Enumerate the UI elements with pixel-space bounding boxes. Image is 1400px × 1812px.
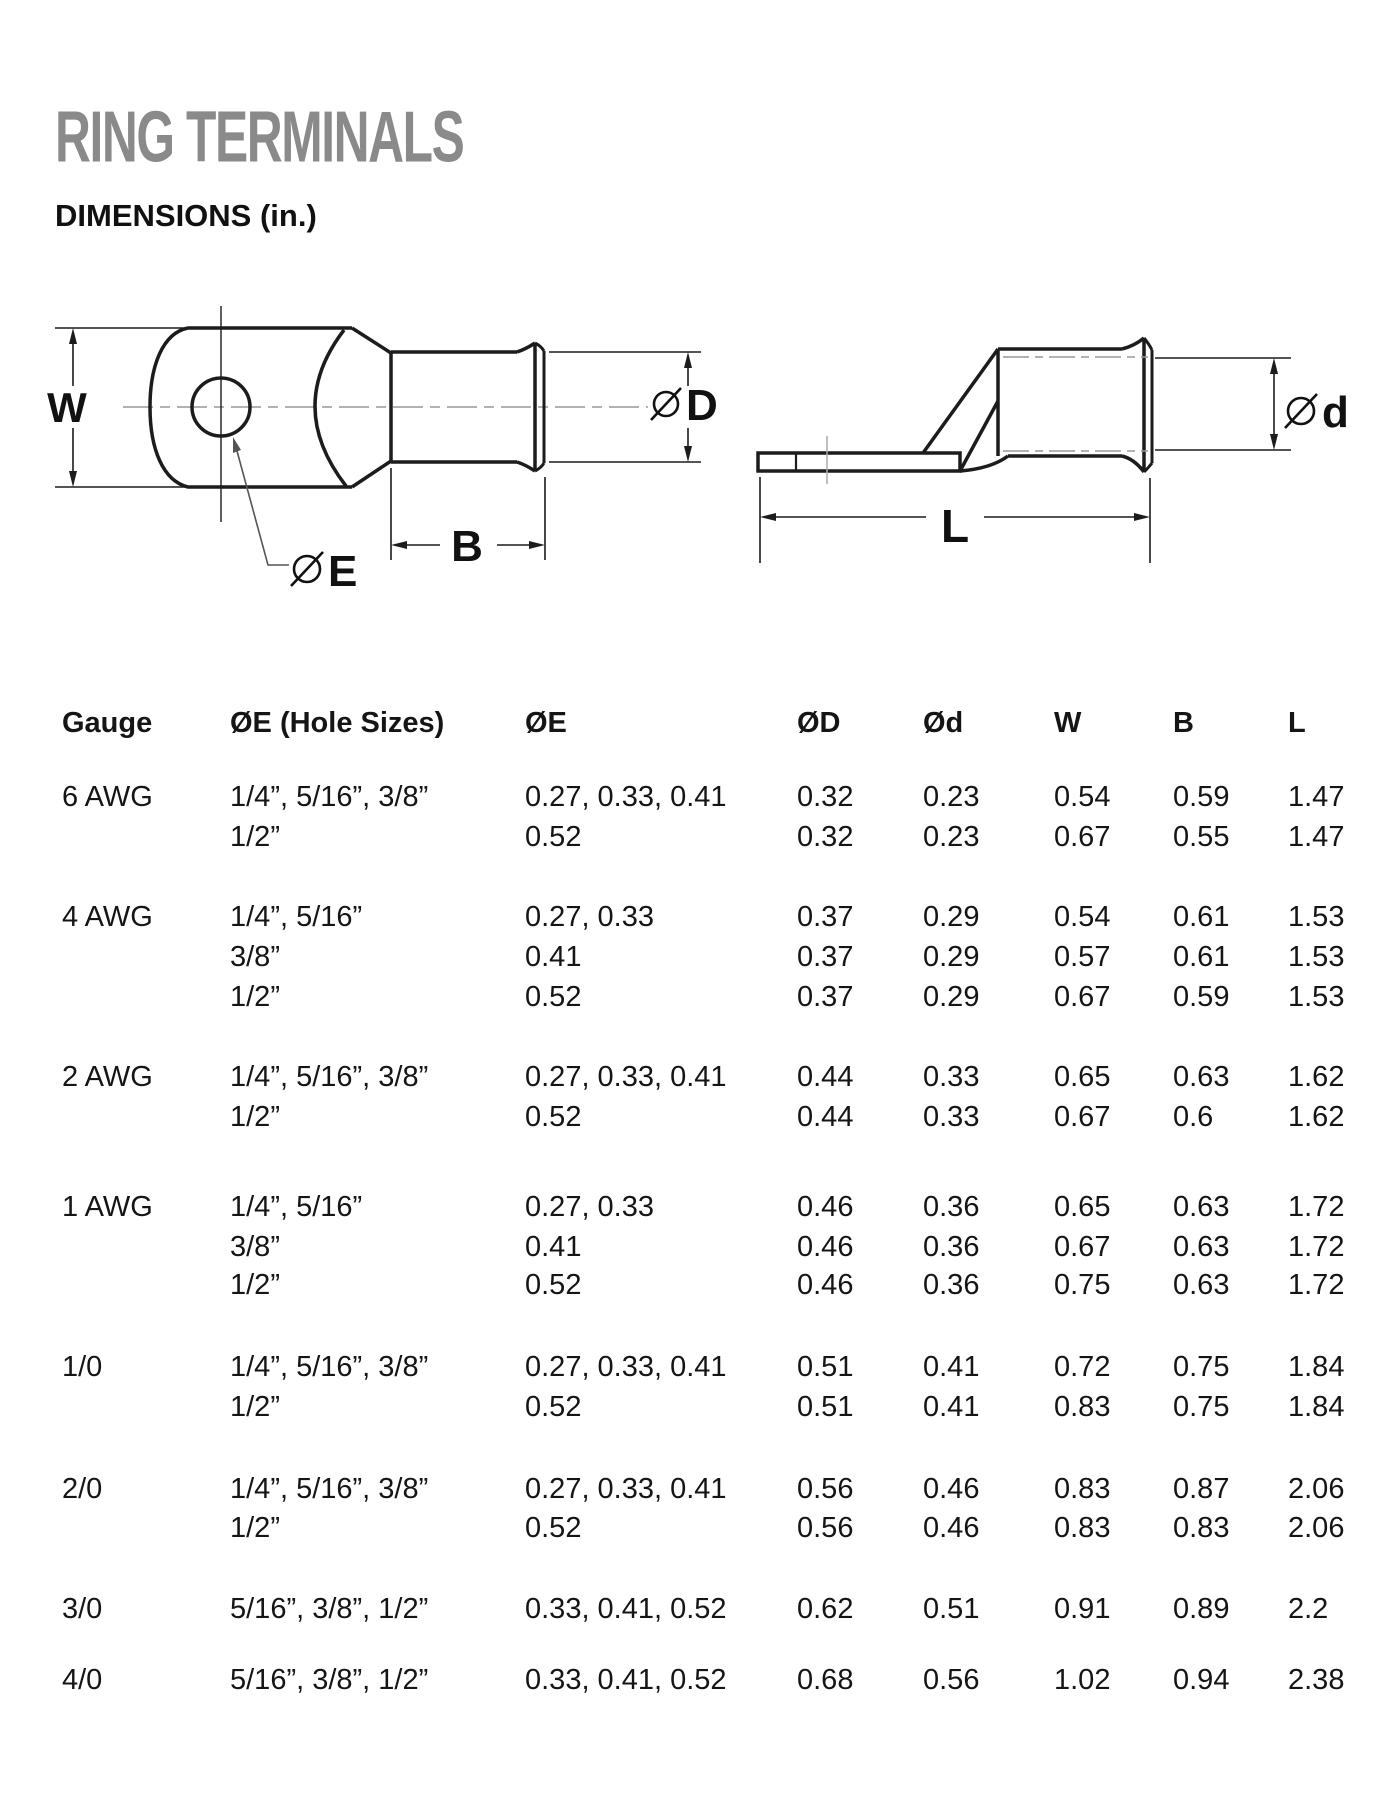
cell-l: 2.38 bbox=[1288, 1664, 1345, 1696]
table-row bbox=[0, 1061, 1400, 1101]
cell-od-small: 0.23 bbox=[923, 821, 980, 853]
cell-hole-sizes: 5/16”, 3/8”, 1/2” bbox=[230, 1593, 429, 1625]
dim-label-l: L bbox=[940, 500, 970, 552]
cell-od-small: 0.29 bbox=[923, 941, 980, 973]
cell-oe: 0.27, 0.33, 0.41 bbox=[525, 1473, 727, 1505]
page-title: RING TERMINALS bbox=[55, 97, 464, 178]
col-header-oe: ØE bbox=[525, 707, 567, 739]
cell-od: 0.37 bbox=[797, 941, 854, 973]
col-header-od-small: Ød bbox=[923, 707, 964, 739]
cell-b: 0.59 bbox=[1173, 781, 1230, 813]
cell-od-small: 0.33 bbox=[923, 1101, 980, 1133]
cell-l: 2.2 bbox=[1288, 1593, 1329, 1625]
cell-hole-sizes: 1/4”, 5/16”, 3/8” bbox=[230, 1351, 429, 1383]
cell-od: 0.56 bbox=[797, 1512, 854, 1544]
cell-b: 0.63 bbox=[1173, 1231, 1230, 1263]
table-row bbox=[0, 1101, 1400, 1141]
cell-b: 0.63 bbox=[1173, 1269, 1230, 1301]
cell-oe: 0.27, 0.33 bbox=[525, 1191, 654, 1223]
cell-b: 0.83 bbox=[1173, 1512, 1230, 1544]
cell-l: 2.06 bbox=[1288, 1512, 1345, 1544]
cell-l: 1.62 bbox=[1288, 1101, 1345, 1133]
cell-w: 0.75 bbox=[1054, 1269, 1111, 1301]
cell-od: 0.56 bbox=[797, 1473, 854, 1505]
cell-w: 0.65 bbox=[1054, 1191, 1111, 1223]
cell-b: 0.61 bbox=[1173, 901, 1230, 933]
cell-od-small: 0.41 bbox=[923, 1351, 980, 1383]
dim-label-e-hole: E bbox=[328, 547, 358, 596]
cell-od-small: 0.51 bbox=[923, 1593, 980, 1625]
cell-hole-sizes: 1/2” bbox=[230, 821, 280, 853]
col-header-w: W bbox=[1054, 707, 1082, 739]
table-row bbox=[0, 1231, 1400, 1271]
cell-l: 1.62 bbox=[1288, 1061, 1345, 1093]
cell-w: 0.67 bbox=[1054, 821, 1111, 853]
cell-hole-sizes: 3/8” bbox=[230, 941, 280, 973]
cell-w: 0.54 bbox=[1054, 781, 1111, 813]
cell-oe: 0.52 bbox=[525, 821, 582, 853]
table-row bbox=[0, 1351, 1400, 1391]
cell-oe: 0.41 bbox=[525, 941, 582, 973]
cell-hole-sizes: 1/2” bbox=[230, 1269, 280, 1301]
cell-hole-sizes: 1/4”, 5/16”, 3/8” bbox=[230, 781, 429, 813]
cell-od-small: 0.46 bbox=[923, 1512, 980, 1544]
cell-oe: 0.27, 0.33, 0.41 bbox=[525, 1061, 727, 1093]
cell-oe: 0.52 bbox=[525, 1512, 582, 1544]
cell-w: 0.67 bbox=[1054, 1101, 1111, 1133]
dim-label-d-inner: d bbox=[1322, 388, 1349, 437]
cell-b: 0.61 bbox=[1173, 941, 1230, 973]
cell-l: 1.84 bbox=[1288, 1351, 1345, 1383]
cell-l: 1.72 bbox=[1288, 1231, 1345, 1263]
cell-l: 1.47 bbox=[1288, 821, 1345, 853]
cell-b: 0.75 bbox=[1173, 1391, 1230, 1423]
dim-label-d-outer: D bbox=[686, 381, 718, 430]
cell-l: 1.72 bbox=[1288, 1269, 1345, 1301]
cell-od-small: 0.29 bbox=[923, 901, 980, 933]
cell-l: 1.72 bbox=[1288, 1191, 1345, 1223]
cell-b: 0.63 bbox=[1173, 1191, 1230, 1223]
cell-b: 0.94 bbox=[1173, 1664, 1230, 1696]
cell-od-small: 0.36 bbox=[923, 1269, 980, 1301]
cell-od-small: 0.33 bbox=[923, 1061, 980, 1093]
cell-hole-sizes: 1/4”, 5/16”, 3/8” bbox=[230, 1473, 429, 1505]
cell-b: 0.63 bbox=[1173, 1061, 1230, 1093]
cell-hole-sizes: 3/8” bbox=[230, 1231, 280, 1263]
cell-oe: 0.33, 0.41, 0.52 bbox=[525, 1664, 727, 1696]
cell-oe: 0.52 bbox=[525, 1269, 582, 1301]
cell-oe: 0.27, 0.33, 0.41 bbox=[525, 781, 727, 813]
cell-od: 0.46 bbox=[797, 1269, 854, 1301]
cell-l: 1.47 bbox=[1288, 781, 1345, 813]
table-row bbox=[0, 821, 1400, 861]
cell-od: 0.32 bbox=[797, 821, 854, 853]
cell-hole-sizes: 1/2” bbox=[230, 1512, 280, 1544]
cell-l: 1.53 bbox=[1288, 981, 1345, 1013]
cell-od: 0.51 bbox=[797, 1351, 854, 1383]
cell-hole-sizes: 1/4”, 5/16” bbox=[230, 901, 363, 933]
cell-od: 0.46 bbox=[797, 1191, 854, 1223]
cell-od: 0.32 bbox=[797, 781, 854, 813]
cell-oe: 0.41 bbox=[525, 1231, 582, 1263]
cell-b: 0.6 bbox=[1173, 1101, 1214, 1133]
cell-w: 0.83 bbox=[1054, 1473, 1111, 1505]
cell-l: 1.53 bbox=[1288, 901, 1345, 933]
cell-oe: 0.52 bbox=[525, 981, 582, 1013]
cell-oe: 0.27, 0.33, 0.41 bbox=[525, 1351, 727, 1383]
cell-od-small: 0.46 bbox=[923, 1473, 980, 1505]
cell-oe: 0.27, 0.33 bbox=[525, 901, 654, 933]
cell-oe: 0.52 bbox=[525, 1101, 582, 1133]
cell-gauge: 3/0 bbox=[62, 1593, 103, 1625]
cell-l: 1.53 bbox=[1288, 941, 1345, 973]
cell-gauge: 2 AWG bbox=[62, 1061, 153, 1093]
cell-w: 0.54 bbox=[1054, 901, 1111, 933]
cell-gauge: 2/0 bbox=[62, 1473, 103, 1505]
table-row bbox=[0, 901, 1400, 941]
cell-hole-sizes: 1/2” bbox=[230, 981, 280, 1013]
cell-w: 0.57 bbox=[1054, 941, 1111, 973]
cell-w: 1.02 bbox=[1054, 1664, 1111, 1696]
table-row bbox=[0, 1664, 1400, 1704]
table-row bbox=[0, 781, 1400, 821]
cell-hole-sizes: 1/4”, 5/16”, 3/8” bbox=[230, 1061, 429, 1093]
cell-od-small: 0.41 bbox=[923, 1391, 980, 1423]
cell-hole-sizes: 1/2” bbox=[230, 1391, 280, 1423]
cell-od-small: 0.36 bbox=[923, 1191, 980, 1223]
cell-od-small: 0.56 bbox=[923, 1664, 980, 1696]
table-row bbox=[0, 1191, 1400, 1231]
table-row bbox=[0, 1593, 1400, 1633]
cell-l: 1.84 bbox=[1288, 1391, 1345, 1423]
cell-b: 0.59 bbox=[1173, 981, 1230, 1013]
cell-b: 0.55 bbox=[1173, 821, 1230, 853]
cell-w: 0.83 bbox=[1054, 1512, 1111, 1544]
cell-oe: 0.33, 0.41, 0.52 bbox=[525, 1593, 727, 1625]
col-header-hole-sizes: ØE (Hole Sizes) bbox=[230, 707, 445, 739]
cell-w: 0.91 bbox=[1054, 1593, 1111, 1625]
cell-od: 0.51 bbox=[797, 1391, 854, 1423]
dim-label-w: W bbox=[47, 384, 87, 431]
cell-hole-sizes: 5/16”, 3/8”, 1/2” bbox=[230, 1664, 429, 1696]
table-row bbox=[0, 1269, 1400, 1309]
cell-w: 0.83 bbox=[1054, 1391, 1111, 1423]
cell-w: 0.67 bbox=[1054, 1231, 1111, 1263]
cell-od: 0.68 bbox=[797, 1664, 854, 1696]
cell-od: 0.46 bbox=[797, 1231, 854, 1263]
col-header-b: B bbox=[1173, 707, 1194, 739]
cell-w: 0.67 bbox=[1054, 981, 1111, 1013]
cell-oe: 0.52 bbox=[525, 1391, 582, 1423]
table-row bbox=[0, 1473, 1400, 1513]
cell-w: 0.65 bbox=[1054, 1061, 1111, 1093]
cell-b: 0.89 bbox=[1173, 1593, 1230, 1625]
cell-gauge: 6 AWG bbox=[62, 781, 153, 813]
cell-gauge: 1/0 bbox=[62, 1351, 103, 1383]
cell-b: 0.87 bbox=[1173, 1473, 1230, 1505]
dim-label-b: B bbox=[451, 522, 483, 571]
cell-od: 0.44 bbox=[797, 1061, 854, 1093]
cell-od: 0.37 bbox=[797, 901, 854, 933]
col-header-l: L bbox=[1288, 707, 1306, 739]
col-header-gauge: Gauge bbox=[62, 707, 153, 739]
cell-od-small: 0.23 bbox=[923, 781, 980, 813]
cell-hole-sizes: 1/4”, 5/16” bbox=[230, 1191, 363, 1223]
cell-b: 0.75 bbox=[1173, 1351, 1230, 1383]
cell-hole-sizes: 1/2” bbox=[230, 1101, 280, 1133]
cell-od: 0.44 bbox=[797, 1101, 854, 1133]
cell-od: 0.37 bbox=[797, 981, 854, 1013]
cell-od-small: 0.36 bbox=[923, 1231, 980, 1263]
cell-l: 2.06 bbox=[1288, 1473, 1345, 1505]
cell-gauge: 4/0 bbox=[62, 1664, 103, 1696]
cell-w: 0.72 bbox=[1054, 1351, 1111, 1383]
table-row bbox=[0, 981, 1400, 1021]
cell-od: 0.62 bbox=[797, 1593, 854, 1625]
section-heading-dimensions: DIMENSIONS (in.) bbox=[55, 198, 317, 233]
cell-gauge: 1 AWG bbox=[62, 1191, 153, 1223]
table-row bbox=[0, 1391, 1400, 1431]
cell-od-small: 0.29 bbox=[923, 981, 980, 1013]
table-row bbox=[0, 941, 1400, 981]
table-row bbox=[0, 1512, 1400, 1552]
cell-gauge: 4 AWG bbox=[62, 901, 153, 933]
col-header-od: ØD bbox=[797, 707, 841, 739]
